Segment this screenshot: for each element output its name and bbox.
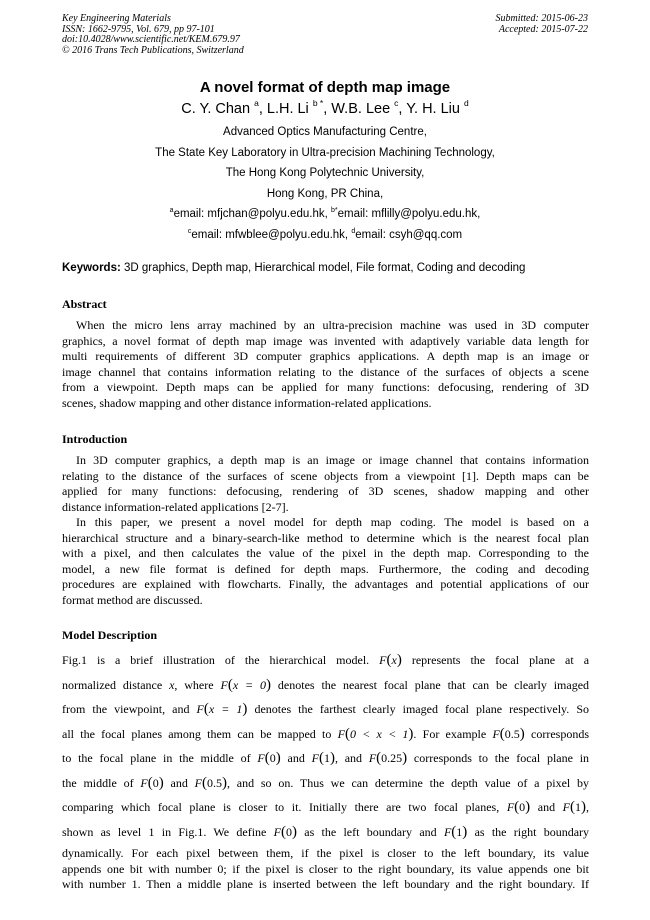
text-line: multi requirements of different 3D computer graphics applications. A depth map is an image or xyxy=(62,349,589,364)
text-run: represents the focal plane at a xyxy=(411,653,590,667)
text-line: image channel that contains information relating to the distance of the surfaces of objects a scene xyxy=(62,364,589,379)
text-run: the middle of xyxy=(62,775,134,790)
journal-header xyxy=(62,14,244,56)
math-value: 0 xyxy=(269,751,276,765)
math-value: 0 xyxy=(152,775,159,790)
text-run: from the viewpoint, and xyxy=(62,702,190,716)
text-line: from the viewpoint, and F(x = 1) denotes the farthest clearly imaged focal plane respectively. So xyxy=(62,701,589,717)
affiliation-line: Hong Kong, PR China, xyxy=(266,188,384,200)
abstract-paragraph xyxy=(62,318,589,412)
author-sup: b * xyxy=(312,98,324,108)
text-line: graphics, a novel format of depth map image was invented with adaptively variable data length for xyxy=(62,333,589,348)
text-run: Fig.1 is a brief illustration of the hierarchical model. xyxy=(62,653,370,667)
author-name: L.H. Li xyxy=(266,101,309,117)
math-symbol: x xyxy=(169,677,175,692)
keywords-label: Keywords: xyxy=(62,262,121,274)
affiliation-line: The State Key Laboratory in Ultra-precision Machining Technology, xyxy=(155,147,495,159)
introduction-paragraph-1 xyxy=(62,453,589,515)
math-expression: 0 < x < 1 xyxy=(349,726,409,741)
text-run: as the left boundary and xyxy=(304,824,437,839)
journal-name: Key Engineering Materials xyxy=(62,13,171,24)
dates-header xyxy=(496,14,589,35)
text-line: shown as level 1 in Fig.1. We define F(0) as the left boundary and F(1) as the right boundary xyxy=(62,823,590,840)
email-sup: a xyxy=(169,207,174,214)
text-run: normalized distance xyxy=(62,677,163,692)
text-line: appends one bit with number 0; if the pixel is closer to the right boundary, its value appends one bit xyxy=(62,861,589,876)
keywords-text: 3D graphics, Depth map, Hierarchical model, File format, Coding and decoding xyxy=(124,262,526,274)
email-link[interactable]: email: mflilly@polyu.edu.hk, xyxy=(337,208,481,220)
text-run: and xyxy=(170,775,188,790)
math-value: 0 xyxy=(285,824,292,839)
author-list: C. Y. Chan $^a$, L.H. Li $^{b *}$, W.B. Lee $^c$, Y. H. Liu $^d$ xyxy=(181,98,469,117)
keywords xyxy=(62,262,525,274)
text-run: , xyxy=(586,800,590,814)
author-name: W.B. Lee xyxy=(331,101,391,117)
email-link[interactable]: email: mfwblee@polyu.edu.hk, xyxy=(191,229,349,241)
text-line: In 3D computer graphics, a depth map is an image or image channel that contains information xyxy=(76,453,589,467)
text-line: In this paper, we present a novel model for depth map coding. The model is based on a xyxy=(76,515,589,529)
math-symbol: F xyxy=(140,775,148,790)
introduction-heading: Introduction xyxy=(62,432,128,446)
email-line xyxy=(0,208,650,220)
text-line: model, a new file format is defined for depth maps. Furthermore, the coding and decoding xyxy=(62,561,589,576)
email-sup: b* xyxy=(331,207,338,214)
math-symbol: F xyxy=(337,726,345,741)
text-line: format method are discussed. xyxy=(62,592,203,607)
math-symbol: F xyxy=(220,677,228,692)
text-line: dynamically. For each pixel between them, if the pixel is closer to the left boundary, its value xyxy=(62,846,589,860)
accepted-date: Accepted: 2015-07-22 xyxy=(498,23,588,35)
issn: ISSN: 1662-9795, Vol. 679, pp 97-101 xyxy=(62,23,215,35)
text-line: normalized distance x, where F(x = 0) denotes the nearest focal plane that can be clearly imaged xyxy=(62,676,590,693)
email-sup: d xyxy=(351,228,356,235)
math-value: 1 xyxy=(323,751,330,765)
text-line: comparing which focal plane is closer to it. Initially there are two focal planes, F(0) and F(1), xyxy=(62,799,590,815)
text-run: . For example xyxy=(413,726,487,741)
math-symbol: F xyxy=(368,751,377,765)
math-expression: x = 0 xyxy=(232,677,267,692)
affiliation-line: Advanced Optics Manufacturing Centre, xyxy=(223,126,427,138)
submitted-date: Submitted: 2015-06-23 xyxy=(495,13,588,24)
math-symbol: F xyxy=(492,726,500,741)
email-link[interactable]: email: csyh@qq.com xyxy=(355,229,463,241)
text-run: , and xyxy=(334,751,363,765)
text-run: and xyxy=(537,800,556,814)
text-line: distance information-related applications [2-7]. xyxy=(62,499,289,514)
math-symbol: F xyxy=(257,751,265,765)
text-run: denotes the nearest focal plane that can be clearly imaged xyxy=(277,677,590,692)
math-symbol: F xyxy=(194,775,202,790)
text-run: comparing which focal plane is closer to it. Initially there are two focal planes, xyxy=(62,800,500,814)
text-line: procedures are explained with flowcharts. Finally, the advantages and potential applications of our xyxy=(62,577,589,592)
text-line: relating to the distance of the surfaces of scene objects from a viewpoint [1]. Depth maps can be xyxy=(62,468,589,483)
text-line: the middle of F(0) and F(0.5), and so on. Thus we can determine the depth value of a pixel by xyxy=(62,774,590,791)
math-symbol: x xyxy=(391,653,397,667)
math-symbol: F xyxy=(311,751,319,765)
author-name: C. Y. Chan xyxy=(181,101,251,117)
doi: doi:10.4028/www.scientific.net/KEM.679.97 xyxy=(62,34,240,45)
math-symbol: F xyxy=(443,824,452,839)
email-sup: c xyxy=(187,228,192,235)
math-symbol: F xyxy=(196,702,204,716)
math-symbol: F xyxy=(506,800,515,814)
math-expression: x = 1 xyxy=(208,702,243,716)
text-run: denotes the farthest clearly imaged focal plane respectively. So xyxy=(254,702,589,716)
model-description-paragraph xyxy=(62,648,589,893)
text-line: all the focal planes among them can be mapped to F(0 < x < 1). For example F(0.5) corresponds xyxy=(62,725,589,742)
email-line xyxy=(0,229,650,241)
text-line: applied for many functions: defocusing, rendering of 3D scenes, shadow mapping and other xyxy=(62,484,589,499)
text-line: When the micro lens array machined by an ultra-precision machine was used in 3D computer xyxy=(76,318,589,332)
text-run: , where xyxy=(174,677,214,692)
paper-title: A novel format of depth map image xyxy=(199,79,451,96)
math-symbol: F xyxy=(379,653,387,667)
text-run: to the focal plane in the middle of xyxy=(62,751,251,765)
text-line: scenes, shadow mapping and other distance information-related applications. xyxy=(62,395,432,410)
affiliation-line: The Hong Kong Polytechnic University, xyxy=(225,167,425,179)
text-run: shown as level 1 in Fig.1. We define xyxy=(62,824,267,839)
math-value: 1 xyxy=(575,800,582,814)
math-value: 0.25 xyxy=(381,751,403,765)
math-value: 0.5 xyxy=(206,775,222,790)
text-line: Fig.1 is a brief illustration of the hierarchical model. F(x) represents the focal plane at a xyxy=(62,652,590,668)
math-value: 1 xyxy=(456,824,463,839)
author-sup: d xyxy=(464,98,469,108)
text-run: corresponds xyxy=(531,726,589,741)
copyright: © 2016 Trans Tech Publications, Switzerland xyxy=(62,44,244,56)
text-line: hierarchical structure and a binary-search-like method to determine which is the nearest focal plan xyxy=(62,530,589,545)
math-symbol: F xyxy=(562,800,571,814)
math-value: 0.5 xyxy=(504,726,520,741)
author-name: Y. H. Liu xyxy=(406,101,460,117)
text-run: as the right boundary xyxy=(474,824,590,839)
text-line: with a pixel, and then calculates the value of the pixel in the depth map. Corresponding to the xyxy=(62,546,589,561)
abstract-heading: Abstract xyxy=(62,297,107,311)
author-sup: a xyxy=(254,98,259,108)
text-run: corresponds to the focal plane in xyxy=(413,751,590,765)
model-description-heading: Model Description xyxy=(62,628,157,642)
introduction-paragraph-2 xyxy=(62,515,589,609)
author-sup: c xyxy=(394,98,399,108)
text-line: to the focal plane in the middle of F(0) and F(1), and F(0.25) corresponds to the focal plane in xyxy=(62,750,590,766)
text-run: , and so on. Thus we can determine the depth value of a pixel by xyxy=(226,775,590,790)
math-value: 0 xyxy=(519,800,526,814)
text-line: with number 1. Then a middle plane is inserted between the left boundary and the right boundary. If xyxy=(62,877,589,892)
text-line: from a viewpoint. Depth maps can be applied for many functions: defocusing, rendering of 3D xyxy=(62,380,589,395)
text-run: and xyxy=(287,751,305,765)
math-symbol: F xyxy=(273,824,281,839)
text-run: all the focal planes among them can be mapped to xyxy=(62,726,332,741)
email-link[interactable]: email: mfjchan@polyu.edu.hk, xyxy=(173,208,328,220)
